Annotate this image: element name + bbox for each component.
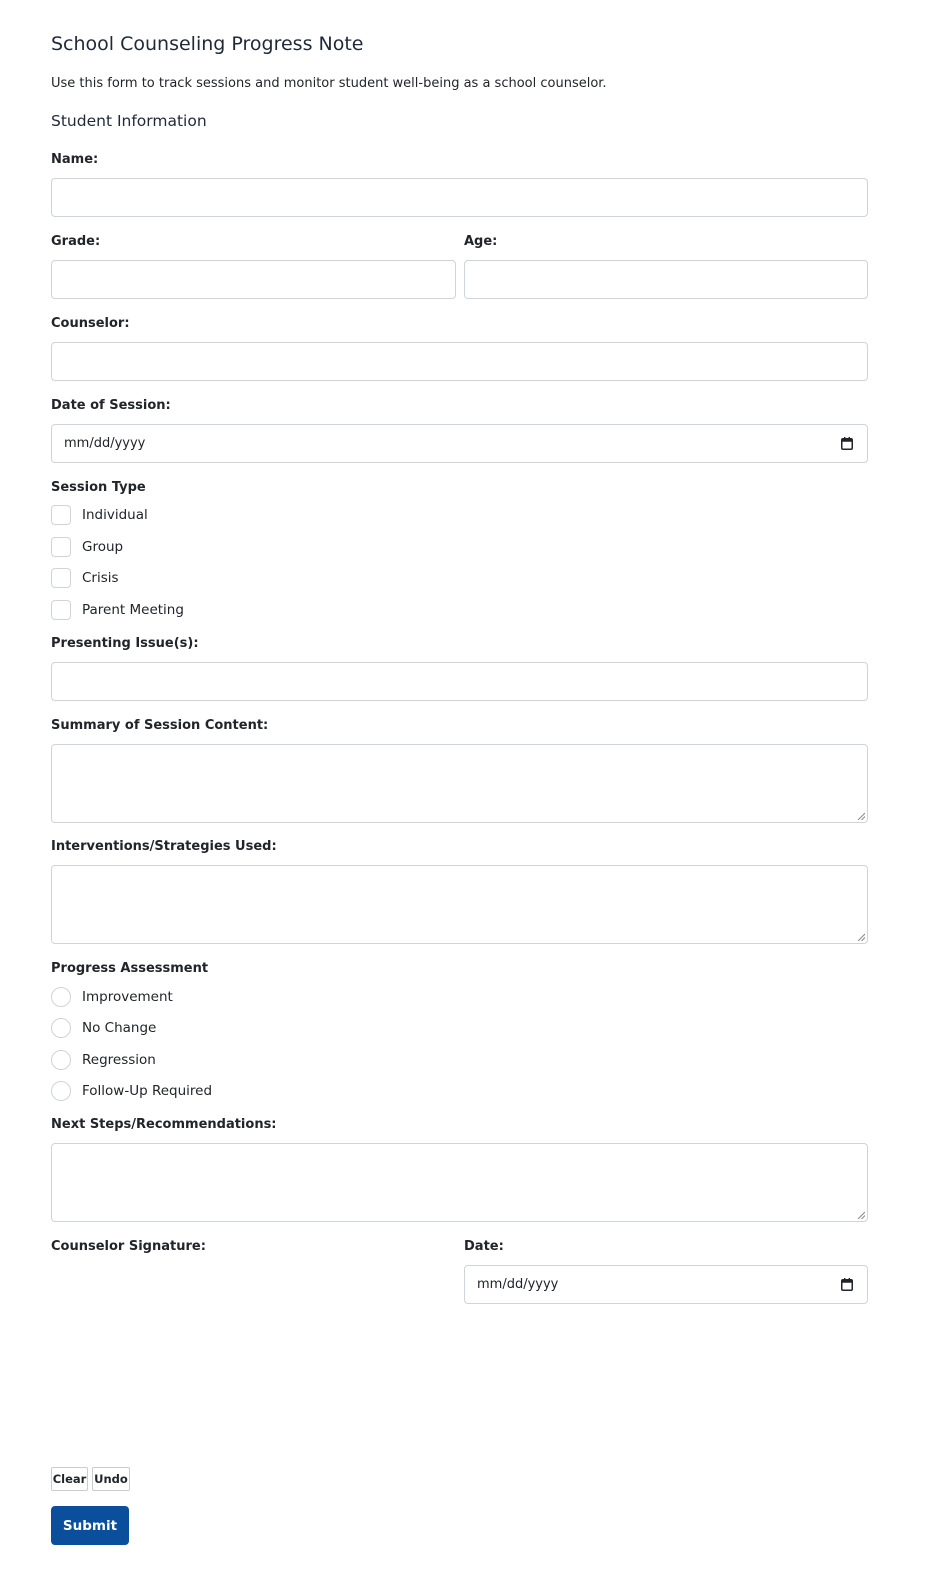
presenting-issues-label: Presenting Issue(s): [51, 636, 199, 651]
calendar-icon[interactable] [841, 1278, 853, 1291]
session-date-label: Date of Session: [51, 398, 171, 413]
session-type-label: Session Type [51, 480, 146, 495]
session-type-group-checkbox[interactable] [51, 537, 71, 557]
section-title-student-info: Student Information [51, 112, 207, 130]
session-type-parent-meeting-checkbox[interactable] [51, 600, 71, 620]
interventions-textarea[interactable] [51, 865, 868, 944]
resize-grip-icon[interactable] [857, 1211, 865, 1219]
progress-assessment-label: Progress Assessment [51, 961, 209, 976]
progress-follow-up-radio[interactable] [51, 1081, 71, 1101]
progress-regression-radio[interactable] [51, 1050, 71, 1070]
signature-pad[interactable] [51, 1262, 456, 1457]
presenting-issues-input[interactable] [51, 662, 868, 701]
summary-label: Summary of Session Content: [51, 718, 269, 733]
page-title: School Counseling Progress Note [51, 33, 364, 55]
sign-date-label: Date: [464, 1239, 504, 1254]
submit-button[interactable]: Submit [51, 1506, 129, 1545]
session-type-individual-checkbox[interactable] [51, 505, 71, 525]
resize-grip-icon[interactable] [857, 812, 865, 820]
session-type-parent-meeting-label: Parent Meeting [82, 602, 184, 618]
progress-improvement-radio[interactable] [51, 987, 71, 1007]
name-input[interactable] [51, 178, 868, 217]
counselor-input[interactable] [51, 342, 868, 381]
session-type-crisis-label: Crisis [82, 570, 119, 586]
age-input[interactable] [464, 260, 868, 299]
progress-no-change-label: No Change [82, 1020, 157, 1036]
progress-no-change-radio[interactable] [51, 1018, 71, 1038]
name-label: Name: [51, 152, 99, 167]
summary-textarea[interactable] [51, 744, 868, 823]
progress-follow-up-label: Follow-Up Required [82, 1083, 213, 1099]
session-date-placeholder: mm/dd/yyyy [64, 436, 146, 451]
age-label: Age: [464, 234, 498, 249]
sign-date-input[interactable] [464, 1265, 868, 1304]
grade-label: Grade: [51, 234, 101, 249]
sign-date-placeholder: mm/dd/yyyy [477, 1277, 559, 1292]
calendar-icon[interactable] [841, 437, 853, 450]
next-steps-textarea[interactable] [51, 1143, 868, 1222]
resize-grip-icon[interactable] [857, 933, 865, 941]
session-type-individual-label: Individual [82, 507, 148, 523]
signature-clear-button[interactable]: Clear [51, 1467, 88, 1491]
signature-undo-button[interactable]: Undo [92, 1467, 130, 1491]
session-type-group-label: Group [82, 539, 124, 555]
session-type-crisis-checkbox[interactable] [51, 568, 71, 588]
grade-input[interactable] [51, 260, 456, 299]
session-date-input[interactable] [51, 424, 868, 463]
interventions-label: Interventions/Strategies Used: [51, 839, 277, 854]
next-steps-label: Next Steps/Recommendations: [51, 1117, 277, 1132]
form-description: Use this form to track sessions and monitor student well-being as a school counselor. [51, 76, 607, 91]
progress-regression-label: Regression [82, 1052, 156, 1068]
signature-label: Counselor Signature: [51, 1239, 206, 1254]
progress-improvement-label: Improvement [82, 989, 173, 1005]
counselor-label: Counselor: [51, 316, 130, 331]
